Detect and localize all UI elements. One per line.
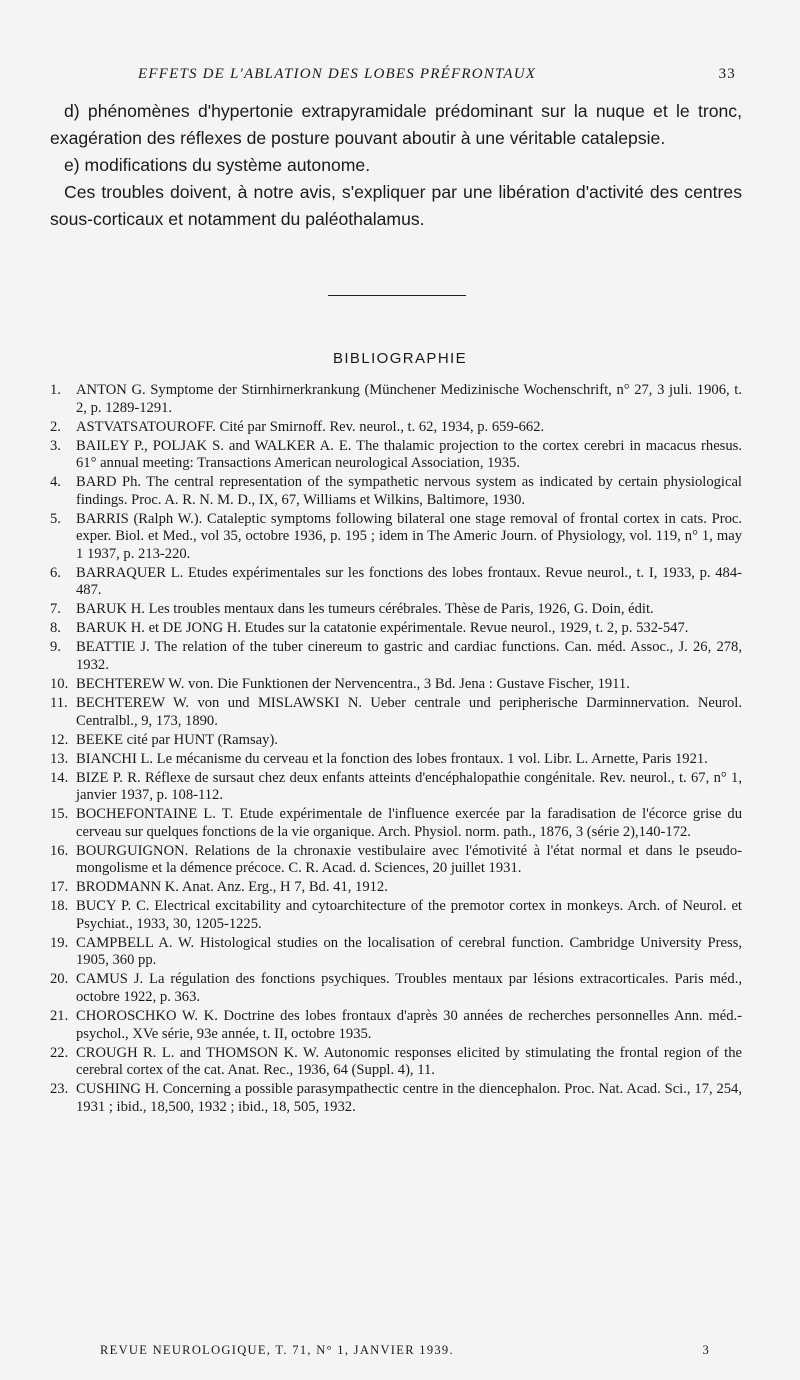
reference-list: [50, 382, 742, 1118]
reference-number: 1.: [50, 382, 61, 398]
reference-text: ASTVATSATOUROFF. Cité par Smirnoff. Rev. neurol., t. 62, 1934, p. 659-662.: [76, 418, 545, 435]
reference-text: BIZE P. R. Réflexe de sursaut chez deux enfants atteints d'encéphalopathie congénitale. Rev. neurol., t. 67, n° 1, janvier 1937, p. 108-112.: [76, 769, 742, 804]
reference-text: BUCY P. C. Electrical excitability and cytoarchitecture of the premotor cortex in monkeys. Arch. of Neurol. et Psychiat., 1933, 30, 1205-1225.: [76, 898, 742, 932]
body-text: [50, 98, 742, 233]
reference-number: 5.: [50, 510, 61, 527]
reference-number: 8.: [50, 620, 61, 637]
reference-number: 17.: [50, 879, 69, 896]
reference-text: ANTON G. Symptome der Stirnhirnerkrankung (Münchener Medizinische Wochenschrift, n° 27, 3 juli. 1906, t. 2, p. 1289-1291.: [76, 382, 742, 416]
reference-item: [50, 382, 742, 417]
reference-text: BEEKE cité par HUNT (Ramsay).: [76, 731, 278, 748]
reference-number: 22.: [50, 1044, 69, 1061]
reference-item: [50, 474, 742, 509]
reference-number: 7.: [50, 601, 61, 618]
footer-signature: 3: [702, 1343, 710, 1357]
reference-number: 10.: [50, 676, 69, 693]
reference-number: 12.: [50, 731, 69, 748]
reference-item: [50, 732, 742, 750]
reference-text: CAMPBELL A. W. Histological studies on the localisation of cerebral function. Cambridge University Press, 1905, 360 pp.: [76, 934, 742, 969]
reference-text: BARRAQUER L. Etudes expérimentales sur les fonctions des lobes frontaux. Revue neurol., t. I, 1933, p. 484-487.: [76, 564, 742, 599]
reference-number: 14.: [50, 769, 69, 786]
reference-text: BEATTIE J. The relation of the tuber cinereum to gastric and cardiac functions. Can. méd. Assoc., J. 26, 278, 1932.: [76, 639, 742, 674]
reference-item: [50, 843, 742, 878]
reference-item: [50, 751, 742, 769]
reference-text: BOURGUIGNON. Relations de la chronaxie vestibulaire avec l'émotivité à l'état normal et dans le pseudo-mongolisme et la démence précoce. C. R. Acad. d. Sciences, 20 juillet 1931.: [76, 842, 742, 877]
reference-number: 21.: [50, 1008, 69, 1024]
reference-item: [50, 620, 742, 638]
reference-text: CUSHING H. Concerning a possible parasympathectic centre in the diencephalon. Proc. Nat. Acad. Sci., 17, 254, 1931 ; ibid., 18,500, 1932 ; ibid., 18, 505, 1932.: [76, 1081, 742, 1115]
reference-item: [50, 770, 742, 805]
reference-item: [50, 695, 742, 730]
reference-item: [50, 806, 742, 841]
reference-number: 20.: [50, 971, 69, 988]
reference-number: 3.: [50, 437, 61, 454]
reference-text: BARRIS (Ralph W.). Cataleptic symptoms following bilateral one stage removal of frontal cortex in cats. Proc. exper. Biol. et Med., vol 35, octobre 1936, p. 195 ; idem in The Americ Journ. of Physiology, vol. 119, n° 1, may 1 1937, p. 213-220.: [76, 510, 742, 562]
reference-text: BAILEY P., POLJAK S. and WALKER A. E. The thalamic projection to the cortex cerebri in macacus rhesus. 61° annual meeting: Transactions American neurological Association, 1935.: [76, 437, 742, 472]
reference-number: 13.: [50, 750, 69, 767]
reference-text: BIANCHI L. Le mécanisme du cerveau et la fonction des lobes frontaux. 1 vol. Libr. L. Arnette, Paris 1921.: [76, 750, 708, 767]
reference-item: [50, 438, 742, 473]
reference-item: [50, 639, 742, 674]
reference-number: 23.: [50, 1081, 69, 1098]
page-number: 33: [718, 66, 736, 82]
reference-item: [50, 601, 742, 619]
reference-item: [50, 565, 742, 600]
reference-text: BARD Ph. The central representation of the sympathetic nervous system as indicated by certain physiological findings. Proc. A. R. N. M. D., IX, 67, Williams et Wilkins, Baltimore, 1930.: [76, 474, 742, 508]
reference-item: [50, 879, 742, 897]
paragraph-d: d) phénomènes d'hypertonie extrapyramidale prédominant sur la nuque et le tronc, exagération des réflexes de posture pouvant aboutir à une véritable catalepsie.: [50, 101, 742, 148]
reference-item: [50, 1081, 742, 1116]
reference-number: 19.: [50, 934, 69, 951]
running-head-title: EFFETS DE L'ABLATION DES LOBES PRÉFRONTAUX: [138, 66, 537, 82]
reference-item: [50, 419, 742, 437]
reference-number: 11.: [50, 695, 68, 711]
footer-journal: REVUE NEUROLOGIQUE, T. 71, N° 1, JANVIER 1939.: [100, 1343, 454, 1357]
paragraph-conclusion: Ces troubles doivent, à notre avis, s'expliquer par une libération d'activité des centres sous-corticaux et notamment du paléothalamus.: [50, 182, 742, 229]
reference-text: CAMUS J. La régulation des fonctions psychiques. Troubles mentaux par lésions extracorticales. Paris méd., octobre 1922, p. 363.: [76, 971, 742, 1006]
page-footer: [100, 1343, 710, 1358]
section-divider: [328, 295, 466, 296]
reference-text: CHOROSCHKO W. K. Doctrine des lobes frontaux d'après 30 années de recherches personnelles Ann. méd.-psychol., XVe série, 93e année, t. II, octobre 1935.: [76, 1008, 742, 1042]
reference-number: 18.: [50, 898, 69, 915]
bibliography-heading: BIBLIOGRAPHIE: [332, 350, 468, 367]
reference-item: [50, 971, 742, 1006]
reference-text: BECHTEREW W. von. Die Funktionen der Nervencentra., 3 Bd. Jena : Gustave Fischer, 1911.: [76, 676, 630, 693]
reference-item: [50, 935, 742, 970]
reference-number: 2.: [50, 418, 61, 435]
reference-number: 9.: [50, 639, 61, 656]
reference-text: BRODMANN K. Anat. Anz. Erg., H 7, Bd. 41, 1912.: [76, 879, 388, 896]
paragraph-e: e) modifications du système autonome.: [64, 155, 371, 175]
reference-number: 4.: [50, 474, 61, 491]
reference-number: 15.: [50, 806, 69, 823]
running-head: [138, 66, 736, 83]
reference-text: BARUK H. et DE JONG H. Etudes sur la catatonie expérimentale. Revue neurol., 1929, t. 2, p. 532-547.: [76, 620, 689, 637]
reference-number: 6.: [50, 564, 61, 581]
reference-item: [50, 1045, 742, 1080]
reference-item: [50, 1008, 742, 1043]
reference-number: 16.: [50, 842, 69, 859]
reference-text: BECHTEREW W. von und MISLAWSKI N. Ueber centrale und peripherische Darminnervation. Neurol. Centralbl., 9, 173, 1890.: [76, 695, 742, 729]
reference-text: BARUK H. Les troubles mentaux dans les tumeurs cérébrales. Thèse de Paris, 1926, G. Doin, édit.: [76, 601, 654, 618]
reference-item: [50, 676, 742, 694]
reference-text: BOCHEFONTAINE L. T. Etude expérimentale de l'influence exercée par la faradisation de l'écorce grise du cerveau sur quelques fonctions de la vie organique. Arch. Physiol. norm. path., 1876, 3 (série 2),140-172.: [76, 806, 742, 840]
reference-item: [50, 898, 742, 933]
reference-item: [50, 511, 742, 564]
reference-text: CROUGH R. L. and THOMSON K. W. Autonomic responses elicited by stimulating the frontal region of the cerebral cortex of the cat. Anat. Rec., 1936, 64 (Suppl. 4), 11.: [76, 1044, 742, 1079]
